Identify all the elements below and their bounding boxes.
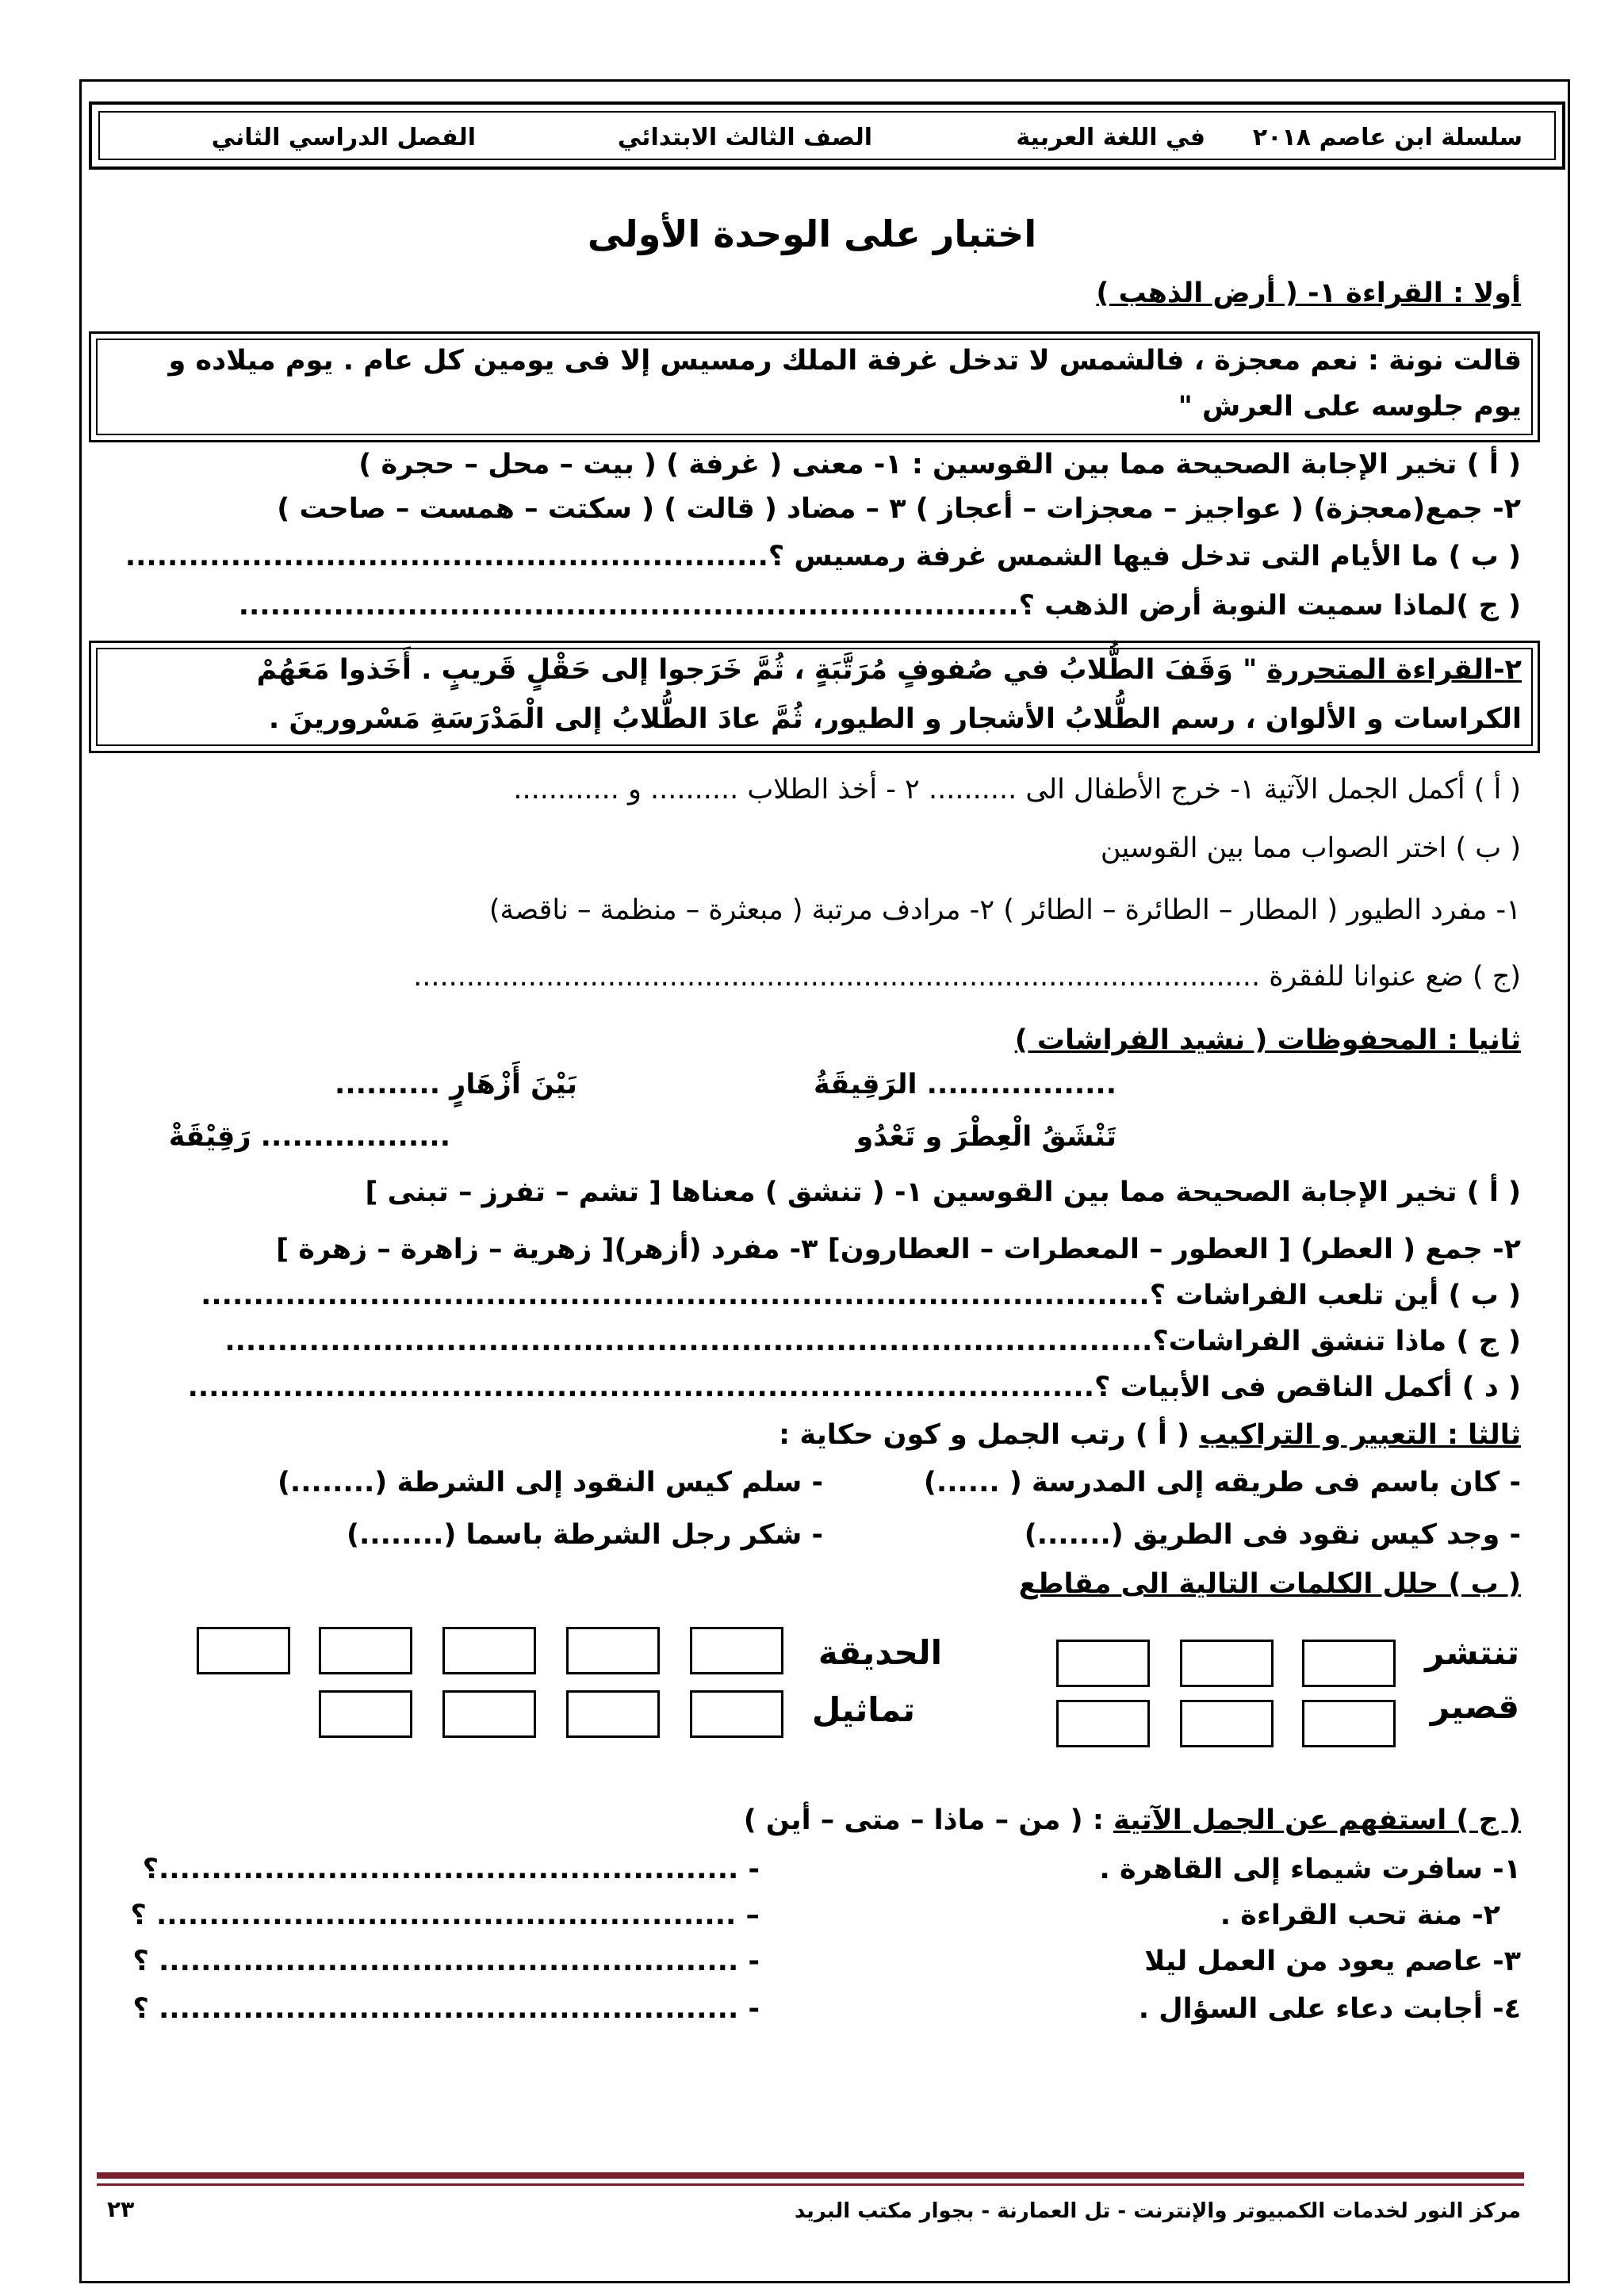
- poem-question-a: ( أ ) تخير الإجابة الصحيحة مما بين القوسين ١- ( تنشق ) معناها [ تشم – تفرز – تبنى ]: [365, 1177, 1521, 1208]
- reading2-question-b: ( ب ) اختر الصواب مما بين القوسين: [1100, 832, 1521, 864]
- question-words-heading: [744, 1804, 1521, 1836]
- syllable-word-3: الحديقة: [818, 1633, 942, 1672]
- poem-question-a2: ٢- جمع ( العطر) [ العطور – المعطرات – العطارون] ٣- مفرد (أزهر)[ زهرية – زاهرة – زهرة ]: [276, 1234, 1521, 1265]
- syllable-box[interactable]: [1056, 1700, 1150, 1747]
- syllable-word-4: تماثيل: [811, 1690, 915, 1729]
- syllable-box[interactable]: [197, 1627, 290, 1674]
- reading1-passage-line2: يوم جلوسه على العرش ": [1178, 391, 1522, 423]
- syllable-box[interactable]: [442, 1690, 536, 1738]
- poem-heading: ثانيا : المحفوظات ( نشيد الفراشات ): [1014, 1024, 1521, 1056]
- syllable-box[interactable]: [319, 1690, 412, 1738]
- syllable-box[interactable]: [1302, 1640, 1396, 1687]
- footer-text: مركز النور لخدمات الكمبيوتر والإنترنت - تل العمارنة - بجوار مكتب البريد: [794, 2199, 1521, 2223]
- reading2-passage-text1: " وَقَفَ الطُّلابُ في صُفوفٍ مُرَتَّبَةٍ ، ثُمَّ خَرَجوا إلى حَقْلٍ قَريبٍ . أَخَذوا مَعَهُمْ: [256, 654, 1258, 686]
- syllable-box[interactable]: [1302, 1700, 1396, 1747]
- header-series: سلسلة ابن عاصم ٢٠١٨: [1252, 124, 1522, 151]
- footer-rule: [97, 2172, 1524, 2179]
- page-title: اختبار على الوحدة الأولى: [587, 212, 1037, 255]
- syllable-box[interactable]: [566, 1627, 660, 1674]
- poem-question-b: ( ب ) أين تلعب الفراشات ؟..........................................................................................: [201, 1280, 1521, 1311]
- syllable-box[interactable]: [1180, 1700, 1274, 1747]
- page-number: ٢٣: [107, 2196, 135, 2222]
- question-words-title: ( ج ) استفهم عن الجمل الآتية: [1113, 1804, 1521, 1836]
- poem-line1-left: بَيْنَ أَزْهَارٍ ..........: [335, 1069, 577, 1100]
- reading1-question-b: ( ب ) ما الأيام التى تدخل فيها الشمس غرفة رمسيس ؟.............................................................: [124, 541, 1521, 572]
- reading1-passage-box: [89, 331, 1540, 442]
- poem-line1-right: .................. الرَقِيقَةُ: [813, 1069, 1116, 1100]
- syllable-box[interactable]: [1180, 1640, 1274, 1687]
- reading2-question-c: (ج ) ضع عنوانا للفقرة ................................................................................................: [413, 961, 1521, 993]
- reading2-passage-line1: [257, 654, 1522, 686]
- reading1-question-a2: ٢- جمع(معجزة) ( عواجيز – معجزات – أعجاز ) ٣ – مضاد ( قالت ) ( سكتت – همست – صاحت ): [277, 493, 1521, 525]
- expression-sentence-4: - شكر رجل الشرطة باسما (........): [347, 1519, 823, 1551]
- reading2-heading: ٢-القراءة المتحررة: [1266, 654, 1522, 686]
- syllable-box[interactable]: [690, 1627, 783, 1674]
- header-box: [89, 101, 1565, 170]
- expression-sentence-1: - كان باسم فى طريقه إلى المدرسة ( ......): [923, 1467, 1521, 1498]
- question-item-4: ٤- أجابت دعاء على السؤال .: [1138, 1993, 1521, 2025]
- syllable-box[interactable]: [319, 1627, 412, 1674]
- expression-heading-rest: ( أ ) رتب الجمل و كون حكاية :: [779, 1419, 1200, 1451]
- header-grade: الصف الثالث الابتدائي: [617, 124, 872, 151]
- syllables-question: ( ب ) حلل الكلمات التالية الى مقاطع: [1018, 1568, 1521, 1600]
- reading1-passage-line1: قالت نونة : نعم معجزة ، فالشمس لا تدخل غرفة الملك رمسيس إلا فى يومين كل عام . يوم ميلاده و: [168, 345, 1522, 377]
- expression-sentence-3: - وجد كيس نقود فى الطريق (.......): [1024, 1519, 1521, 1551]
- question-item-3: ٣- عاصم يعود من العمل ليلا: [1144, 1946, 1521, 1977]
- syllable-box[interactable]: [690, 1690, 783, 1738]
- footer-rule-thin: [97, 2183, 1524, 2186]
- reading1-question-a: ( أ ) تخير الإجابة الصحيحة مما بين القوسين : ١- معنى ( غرفة ) ( بيت – محل – حجرة ): [358, 449, 1521, 480]
- question-item-3-blank: - ....................................................... ؟: [132, 1946, 760, 1977]
- syllable-box[interactable]: [566, 1690, 660, 1738]
- reading2-question-a: ( أ ) أكمل الجمل الآتية ١- خرج الأطفال الى .......... ٢ - أخذ الطلاب .......... و ............: [513, 774, 1521, 806]
- question-item-1: ١- سافرت شيماء إلى القاهرة .: [1099, 1854, 1521, 1885]
- question-item-2-blank: – ....................................................... ؟: [130, 1900, 760, 1931]
- poem-line2-left: .................. رَقِيْقَةْ: [168, 1121, 450, 1153]
- reading1-question-c: ( ج )لماذا سميت النوبة أرض الذهب ؟..........................................................................: [238, 590, 1521, 622]
- syllable-word-2: قصير: [1430, 1687, 1519, 1726]
- syllable-box[interactable]: [1056, 1640, 1150, 1687]
- reading1-heading: أولا : القراءة ١- ( أرض الذهب ): [1096, 277, 1521, 309]
- syllable-word-1: تنتشر: [1425, 1633, 1519, 1672]
- question-item-1-blank: - .......................................................؟: [142, 1854, 760, 1885]
- question-words-options: : ( من – ماذا – متى – أين ): [743, 1804, 1114, 1836]
- question-item-2: ٢- منة تحب القراءة .: [1220, 1900, 1500, 1931]
- expression-sentence-2: - سلم كيس النقود إلى الشرطة (........): [277, 1467, 823, 1498]
- reading2-passage-line2: الكراسات و الألوان ، رسم الطُّلابُ الأشجار و الطيور، ثُمَّ عادَ الطُّلابُ إلى الْمَدْرَسَةِ مَسْرورينَ .: [268, 703, 1522, 735]
- reading2-question-b-items: ١- مفرد الطيور ( المطار – الطائرة – الطائر ) ٢- مرادف مرتبة ( مبعثرة – منظمة – ناقصة): [488, 894, 1521, 926]
- expression-heading-title: ثالثا : التعبير و التراكيب: [1199, 1419, 1521, 1451]
- poem-question-c: ( ج ) ماذا تنشق الفراشات؟........................................................................................: [224, 1326, 1521, 1357]
- question-item-4-blank: - ....................................................... ؟: [132, 1993, 760, 2025]
- poem-line2-right: تَنْشَقُ الْعِطْرَ و تَعْدُو: [856, 1121, 1116, 1153]
- syllable-box[interactable]: [442, 1627, 536, 1674]
- header-inner-frame: [98, 111, 1556, 160]
- poem-question-d: ( د ) أكمل الناقص فى الأبيات ؟......................................................................................: [187, 1372, 1521, 1403]
- expression-heading: [779, 1419, 1521, 1451]
- header-subject: في اللغة العربية: [1016, 124, 1205, 151]
- reading2-passage-box: [89, 641, 1540, 753]
- header-term: الفصل الدراسي الثاني: [211, 124, 476, 151]
